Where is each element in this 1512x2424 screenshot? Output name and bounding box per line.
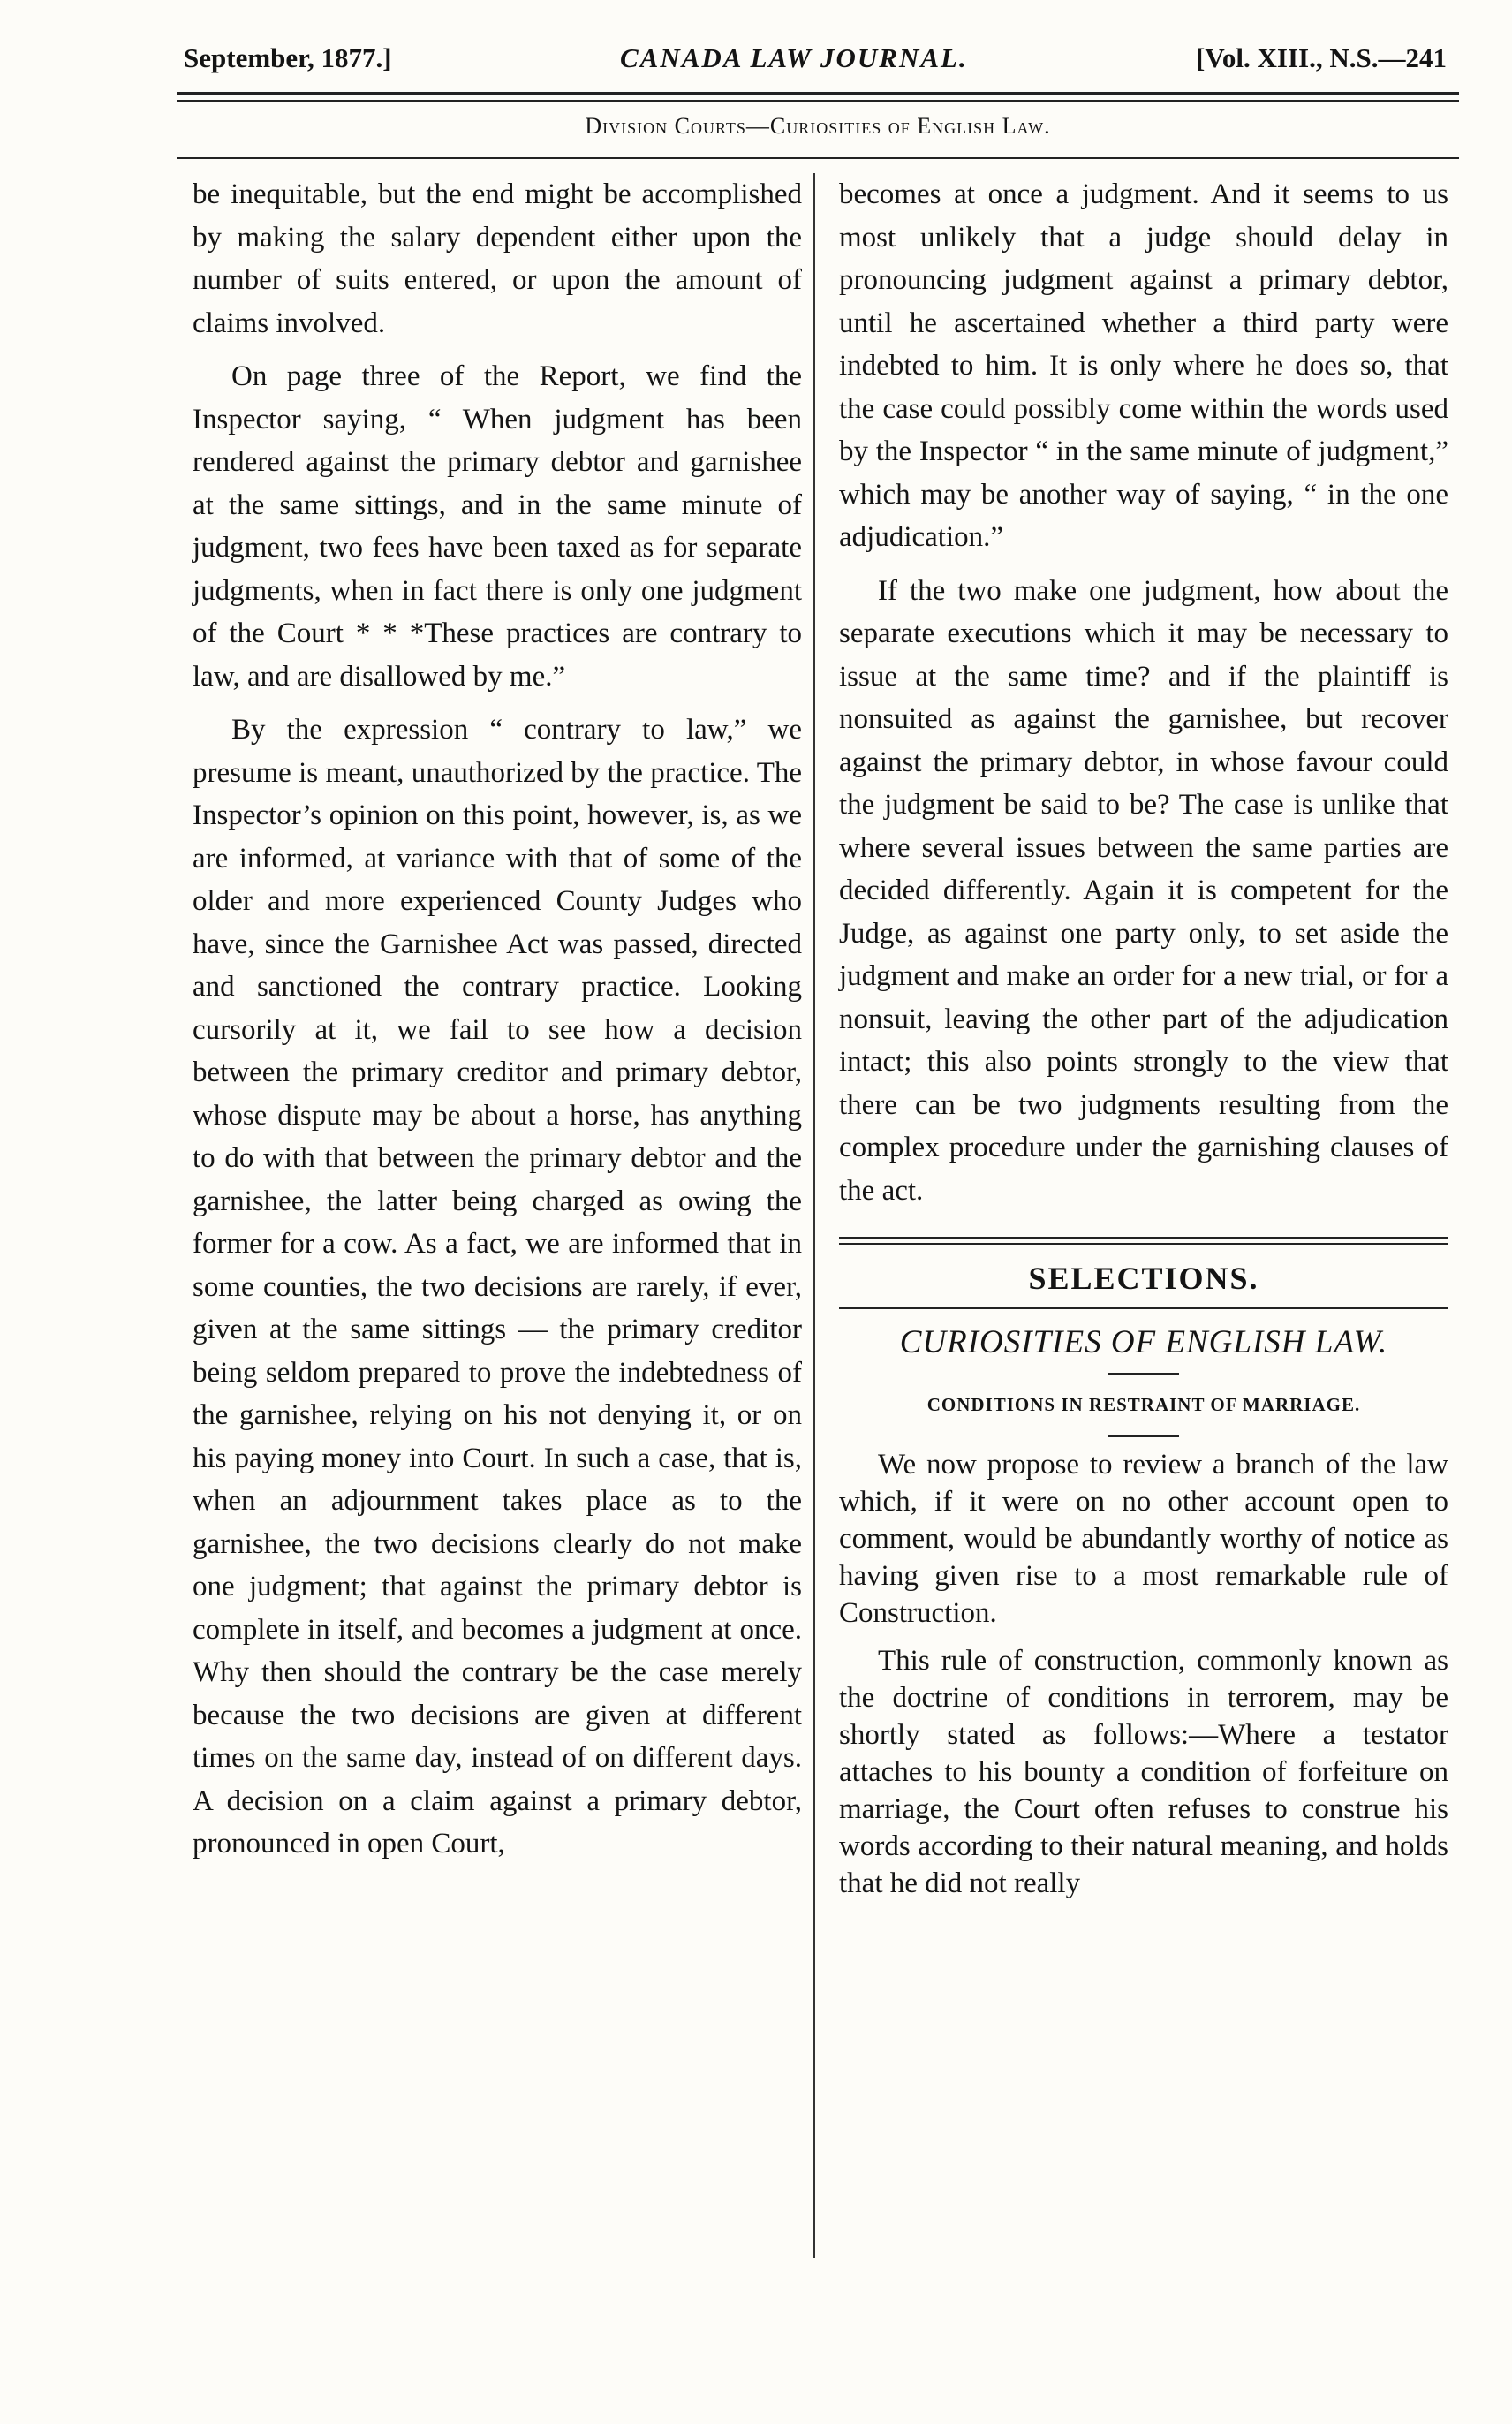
paragraph: We now propose to review a branch of the law which, if it were on no other account open to comment, would be abundantly worthy of notice as having given rise to a most remarkable rule of Construction. xyxy=(839,1448,1448,1629)
right-column xyxy=(839,173,1448,1913)
paragraph: On page three of the Report, we find the Inspector saying, “ When judgment has been rendered against the primary debtor and garnishee at the same sittings, and in the same minute of judgment, two fees have been taxed as for separate judgments, when in fact there is only one judgment of the Court * * *These practices are contrary to law, and are disallowed by me.” xyxy=(193,360,802,693)
section-subheader: Division Courts—Curiosities of English Law. xyxy=(585,113,1051,139)
paragraph: be inequitable, but the end might be accomplished by making the salary dependent either upon the number of suits entered, or upon the amount of claims involved. xyxy=(193,178,802,339)
article-subtitle: CONDITIONS IN RESTRAINT OF MARRIAGE. xyxy=(926,1394,1361,1415)
subtitle-rule xyxy=(1108,1435,1179,1437)
section-rule xyxy=(839,1237,1448,1239)
header-date: September, 1877.] xyxy=(184,42,392,73)
header-journal-title: CANADA LAW JOURNAL. xyxy=(619,42,968,73)
header-rule-thin xyxy=(177,100,1459,102)
article-title: CURIOSITIES OF ENGLISH LAW. xyxy=(899,1323,1388,1360)
left-column xyxy=(193,173,802,1876)
header-rule-thick xyxy=(177,92,1459,95)
paragraph: This rule of construction, commonly known as the doctrine of conditions in terrorem, may be shortly stated as follows:—Where a testator attaches to his bounty a condition of forfeiture on marriage, the Court often refuses to construe his words according to their natural meaning, and holds that he did not really xyxy=(839,1644,1448,1899)
title-rule xyxy=(1108,1373,1179,1375)
paragraph: If the two make one judgment, how about the separate executions which it may be necessary to issue at the same time? and if the plaintiff is nonsuited as against the garnishee, but recover against the primary debtor, in whose favour could the judgment be said to be? The case is unlike that where several issues between the same parties are decided differently. Again it is competent for the Judge, as against one party only, to set aside the judgment and make an order for a new trial, or for a nonsuit, leaving the other part of the adjudication intact; this also points strongly to the view that there can be two judgments resulting from the complex procedure under the garnishing clauses of the act. xyxy=(839,574,1448,1207)
paragraph: becomes at once a judgment. And it seems to us most unlikely that a judge should delay in pronouncing judgment against a primary debtor, until he ascertained whether a third party were indebted to him. It is only where he does so, that the case could possibly come within the words used by the Inspector “ in the same minute of judgment,” which may be another way of saying, “ in the one adjudication.” xyxy=(839,178,1448,553)
subheader-rule xyxy=(177,157,1459,159)
section-rule xyxy=(839,1243,1448,1245)
section-rule xyxy=(839,1307,1448,1309)
paragraph: By the expression “ contrary to law,” we presume is meant, unauthorized by the practice. The Inspector’s opinion on this point, however, is, as we are informed, at variance with that of some of the older and more experienced County Judges who have, since the Garnishee Act was passed, directed and sanctioned the contrary practice. Looking cursorily at it, we fail to see how a decision between the primary creditor and primary debtor, whose dispute may be about a horse, has anything to do with that between the primary debtor and the garnishee, the latter being charged as owing the former for a cow. As a fact, we are informed that in some counties, the two decisions are rarely, if ever, given at the same sittings — the primary creditor being seldom prepared to prove the indebtedness of the garnishee, relying on his not denying it, or on his paying money into Court. In such a case, that is, when an adjournment takes place as to the garnishee, the two decisions clearly do not make one judgment; that against the primary debtor is complete in itself, and becomes a judgment at once. Why then should the contrary be the case merely because the two decisions are given at different times on the same day, instead of on different days. A decision on a claim against a primary debtor, pronounced in open Court, xyxy=(193,714,802,1860)
column-divider xyxy=(813,173,815,2258)
running-header xyxy=(184,42,1447,74)
section-heading: SELECTIONS. xyxy=(1028,1261,1259,1296)
header-volume: [Vol. XIII., N.S.—241 xyxy=(1196,42,1447,73)
